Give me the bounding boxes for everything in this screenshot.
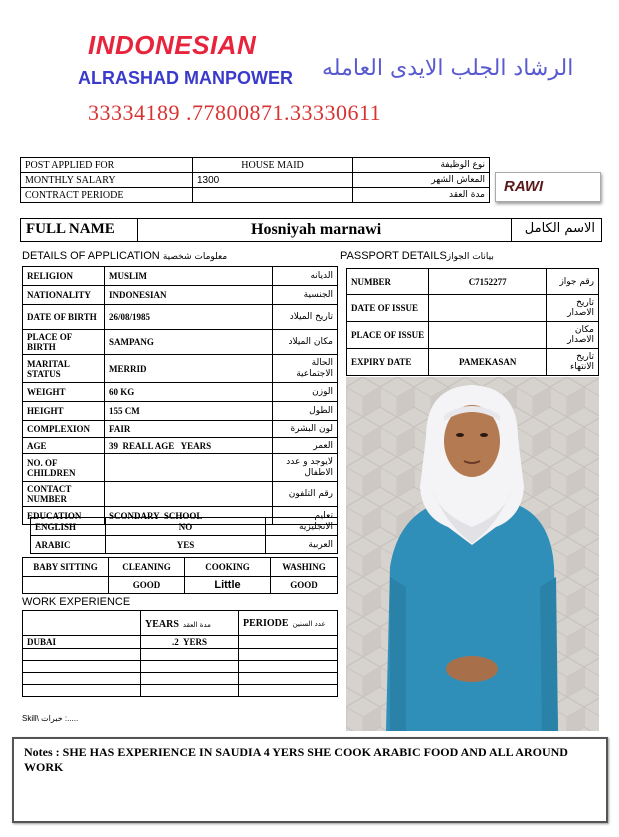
skill-value-washing: GOOD <box>271 577 338 594</box>
skill-value-babysitting <box>23 577 109 594</box>
table-row <box>23 402 338 421</box>
arabic-label: ARABIC <box>31 536 106 554</box>
passport-title-text: PASSPORT DETAILS <box>340 250 447 262</box>
contract-label: CONTRACT PERIODE <box>21 188 193 203</box>
company-subname: ALRASHAD MANPOWER <box>78 68 293 88</box>
details-title-ar: معلومات شخصية <box>162 252 228 262</box>
details-table <box>22 266 338 525</box>
table-row <box>23 636 338 649</box>
table-row <box>347 295 599 322</box>
divider <box>511 219 512 241</box>
skill-header-cleaning: CLEANING <box>109 558 185 577</box>
issue-place-value <box>429 322 547 349</box>
marital-label: MARITAL STATUS <box>23 355 105 383</box>
dob-label: DATE OF BIRTH <box>23 305 105 330</box>
pob-label-ar: مكان الميلاد <box>273 330 338 355</box>
details-title <box>22 250 227 262</box>
skill-line: Skill\ خبرات :..... <box>22 714 79 723</box>
arabic-label-ar: العربية <box>266 536 338 554</box>
work-country: DUBAI <box>23 636 141 649</box>
skills-table <box>22 557 338 594</box>
table-row <box>31 536 338 554</box>
table-row <box>347 349 599 376</box>
contact-value <box>105 482 273 507</box>
contract-row <box>21 188 490 203</box>
issue-date-label-ar: تاريخ الاصدار <box>547 295 599 322</box>
table-row <box>23 421 338 438</box>
table-row <box>347 269 599 295</box>
issue-date-value <box>429 295 547 322</box>
work-periode <box>239 636 338 649</box>
skill-header-babysitting: BABY SITTING <box>23 558 109 577</box>
table-row <box>23 482 338 507</box>
religion-value: MUSLIM <box>105 267 273 286</box>
nationality-value: INDONESIAN <box>105 286 273 305</box>
nationality-label-ar: الجنسية <box>273 286 338 305</box>
skill-value-cooking: Little <box>185 577 271 594</box>
arabic-value: YES <box>106 536 266 554</box>
pob-value: SAMPANG <box>105 330 273 355</box>
passport-title-ar: بيانات الجواز <box>446 252 494 262</box>
details-title-text: DETAILS OF APPLICATION <box>22 250 160 262</box>
age-label: AGE <box>23 438 105 454</box>
divider <box>137 219 138 241</box>
work-years: .2 YERS <box>141 636 239 649</box>
children-label: NO. OF CHILDREN <box>23 454 105 482</box>
passport-title <box>340 250 494 262</box>
full-name-row <box>20 218 602 242</box>
skill-header-cooking: COOKING <box>185 558 271 577</box>
english-label: ENGLISH <box>31 518 106 536</box>
dob-value: 26/08/1985 <box>105 305 273 330</box>
periode-header <box>239 611 338 636</box>
table-row <box>23 611 338 636</box>
photo-illustration <box>346 377 599 731</box>
table-row <box>23 330 338 355</box>
contact-label-ar: رقم التلفون <box>273 482 338 507</box>
english-value: NO <box>106 518 266 536</box>
years-label-ar: مدة العقد <box>182 621 211 629</box>
periode-label-ar: عدد السنين <box>292 620 326 628</box>
weight-label: WEIGHT <box>23 383 105 402</box>
notes-label: Notes : <box>24 745 60 759</box>
table-row <box>23 673 338 685</box>
company-name: INDONESIAN <box>88 30 257 60</box>
education-label-ar: تعليم <box>273 507 338 525</box>
salary-value: 1300 <box>193 173 353 188</box>
age-value: 39 REALL AGE YEARS <box>105 438 273 454</box>
table-row <box>23 454 338 482</box>
work-experience-title: WORK EXPERIENCE <box>22 596 131 608</box>
dob-label-ar: تاريخ الميلاد <box>273 305 338 330</box>
issue-place-label-ar: مكان الاصدار <box>547 322 599 349</box>
notes-box <box>12 737 608 823</box>
expiry-value: PAMEKASAN <box>429 349 547 376</box>
religion-label-ar: الديانه <box>273 267 338 286</box>
education-label: EDUCATION <box>23 507 105 525</box>
table-row <box>23 267 338 286</box>
post-table <box>20 157 490 203</box>
issue-place-label: PLACE OF ISSUE <box>347 322 429 349</box>
table-row <box>23 355 338 383</box>
marital-label-ar: الحالة الاجتماعية <box>273 355 338 383</box>
skill-header-washing: WASHING <box>271 558 338 577</box>
height-label: HEIGHT <box>23 402 105 421</box>
table-row <box>31 518 338 536</box>
table-row <box>23 577 338 594</box>
post-value: HOUSE MAID <box>193 158 353 173</box>
passport-number-label: NUMBER <box>347 269 429 295</box>
post-label: POST APPLIED FOR <box>21 158 193 173</box>
complexion-label-ar: لون البشرة <box>273 421 338 438</box>
passport-table <box>346 268 599 376</box>
languages-table <box>30 517 338 554</box>
complexion-label: COMPLEXION <box>23 421 105 438</box>
salary-label-ar: المعاش الشهر <box>353 173 490 188</box>
complexion-value: FAIR <box>105 421 273 438</box>
table-row <box>347 322 599 349</box>
weight-label-ar: الوزن <box>273 383 338 402</box>
issue-date-label: DATE OF ISSUE <box>347 295 429 322</box>
children-label-ar: لايوجد و عدد الاطفال <box>273 454 338 482</box>
notes-text: SHE HAS EXPERIENCE IN SAUDIA 4 YERS SHE COOK ARABIC FOOD AND ALL AROUND WORK <box>24 745 568 774</box>
passport-number-label-ar: رقم جواز <box>547 269 599 295</box>
contract-label-ar: مدة العقد <box>353 188 490 203</box>
salary-row <box>21 173 490 188</box>
height-label-ar: الطول <box>273 402 338 421</box>
contact-label: CONTACT NUMBER <box>23 482 105 507</box>
expiry-label-ar: تاريخ الانتهاء <box>547 349 599 376</box>
post-label-ar: نوع الوظيفة <box>353 158 490 173</box>
weight-value: 60 KG <box>105 383 273 402</box>
notes-content <box>24 745 594 775</box>
table-row <box>23 661 338 673</box>
years-label: YEARS <box>145 619 179 630</box>
years-header <box>141 611 239 636</box>
children-value <box>105 454 273 482</box>
work-experience-table <box>22 610 338 697</box>
company-name-arabic: الرشاد الجلب الايدى العامله <box>322 56 574 81</box>
skill-value-cleaning: GOOD <box>109 577 185 594</box>
full-name-label-ar: الاسم الكامل <box>524 221 595 236</box>
full-name-value: Hosniyah marnawi <box>251 221 382 238</box>
age-label-ar: العمر <box>273 438 338 454</box>
education-value: SCONDARY SCHOOL <box>105 507 273 525</box>
agent-box <box>495 172 601 202</box>
agent-name: RAWI <box>504 178 544 195</box>
salary-label: MONTHLY SALARY <box>21 173 193 188</box>
table-row <box>23 286 338 305</box>
english-label-ar: الانجليزية <box>266 518 338 536</box>
company-phones: 33334189 .77800871.33330611 <box>88 100 382 125</box>
applicant-photo <box>346 377 599 731</box>
pob-label: PLACE OF BIRTH <box>23 330 105 355</box>
marital-value: MERRID <box>105 355 273 383</box>
expiry-label: EXPIRY DATE <box>347 349 429 376</box>
table-row <box>23 438 338 454</box>
passport-number-value: C7152277 <box>429 269 547 295</box>
religion-label: RELIGION <box>23 267 105 286</box>
table-row <box>23 558 338 577</box>
nationality-label: NATIONALITY <box>23 286 105 305</box>
periode-label: PERIODE <box>243 618 289 629</box>
table-row <box>23 685 338 697</box>
table-row <box>23 305 338 330</box>
table-row <box>23 383 338 402</box>
post-row <box>21 158 490 173</box>
full-name-label: FULL NAME <box>26 221 115 237</box>
contract-value <box>193 188 353 203</box>
table-row <box>23 649 338 661</box>
height-value: 155 CM <box>105 402 273 421</box>
